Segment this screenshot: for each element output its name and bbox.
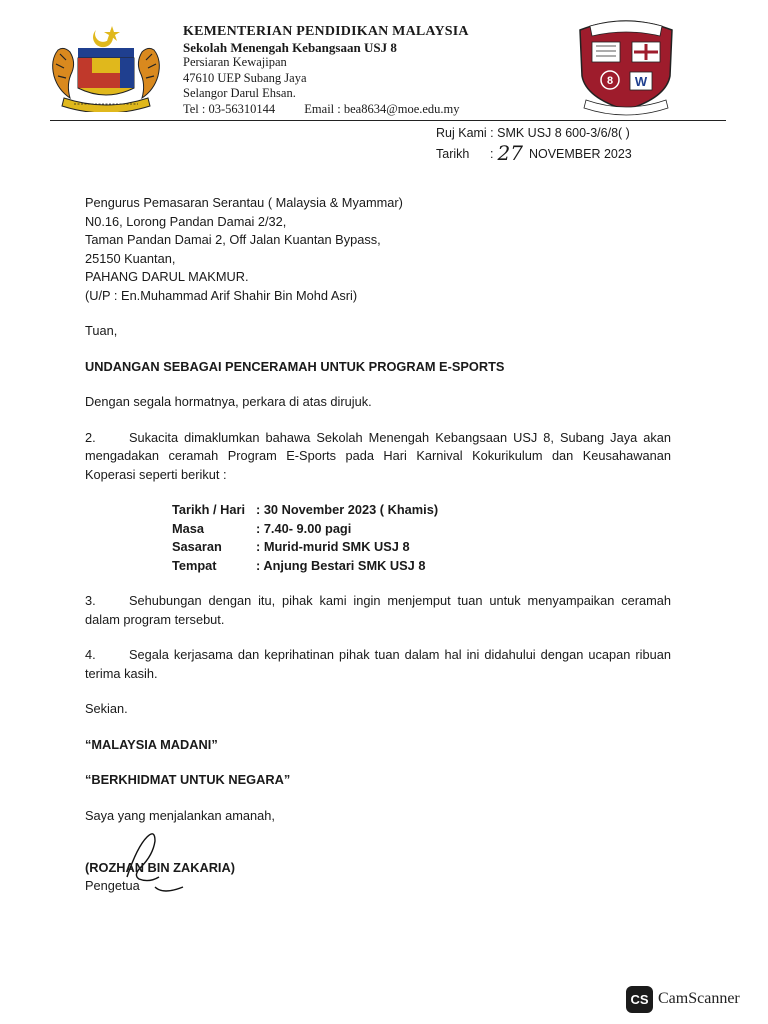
svg-text:W: W	[634, 74, 648, 89]
detail-row	[172, 538, 671, 557]
date-separator: :	[490, 147, 494, 161]
detail-row	[172, 557, 671, 576]
detail-value: : 30 November 2023 ( Khamis)	[256, 502, 439, 517]
paragraph-text: Sukacita dimaklumkan bahawa Sekolah Menengah Kebangsaan USJ 8, Subang Jaya akan mengadakan ceramah Program E-Sports pada Hari Karnival Kokurikulum dan Keusahawanan Koperasi seperti berikut :	[85, 429, 671, 482]
detail-value: : Anjung Bestari SMK USJ 8	[256, 557, 426, 573]
paragraph-text: Sehubungan dengan itu, pihak kami ingin menjemput tuan untuk menyampaikan ceramah dalam program tersebut.	[85, 593, 671, 627]
letter-body	[85, 194, 671, 895]
date-line	[436, 142, 632, 163]
signatory-name: (ROZHAN BIN ZAKARIA)	[85, 860, 235, 875]
recipient-line: N0.16, Lorong Pandan Damai 2/32,	[85, 213, 287, 229]
letter-subject: UNDANGAN SEBAGAI PENCERAMAH UNTUK PROGRAM E-SPORTS	[85, 358, 505, 374]
paragraph-4	[85, 646, 671, 683]
recipient-line: (U/P : En.Muhammad Arif Shahir Bin Mohd Asri)	[85, 287, 358, 303]
telephone: Tel : 03-56310144	[183, 101, 276, 116]
camscanner-watermark	[626, 986, 740, 1012]
reference-block	[436, 124, 632, 163]
badge-number: 8	[606, 75, 614, 87]
slogan-berkhidmat: “BERKHIDMAT UNTUK NEGARA”	[85, 772, 291, 787]
recipient-line: Taman Pandan Damai 2, Off Jalan Kuantan Bypass,	[85, 232, 381, 247]
closing-line: Sekian.	[85, 701, 128, 716]
school-name: Sekolah Menengah Kebangsaan USJ 8	[183, 39, 397, 55]
paragraph-text: Segala kerjasama dan keprihatinan pihak tuan dalam hal ini didahului dengan ucapan ribuan terima kasih.	[85, 647, 671, 681]
detail-row	[172, 520, 671, 539]
detail-label: Tarikh / Hari	[172, 502, 246, 517]
salutation: Tuan,	[85, 323, 118, 338]
address-line: Selangor Darul Ehsan.	[183, 86, 296, 100]
signature-block	[85, 825, 671, 895]
paragraph-3	[85, 592, 671, 629]
paragraph-2	[85, 429, 671, 485]
date-label: Tarikh	[436, 147, 470, 161]
coat-of-arms-logo	[44, 20, 168, 112]
address-line: 47610 UEP Subang Jaya	[183, 70, 307, 85]
event-details	[172, 501, 671, 575]
school-badge-logo	[572, 16, 680, 116]
camscanner-logo-icon: CS	[626, 986, 653, 1013]
camscanner-text: CamScanner	[658, 990, 740, 1007]
detail-label: Tempat	[172, 557, 217, 573]
opening-line: Dengan segala hormatnya, perkara di atas dirujuk.	[85, 394, 372, 409]
recipient-line: 25150 Kuantan,	[85, 250, 176, 266]
reference-number: Ruj Kami : SMK USJ 8 600-3/6/8( )	[436, 126, 630, 140]
contact-line	[183, 102, 469, 118]
detail-value: : 7.40- 9.00 pagi	[256, 520, 352, 536]
letterhead-divider	[50, 120, 726, 121]
detail-row	[172, 501, 671, 520]
address-line: Persiaran Kewajipan	[183, 55, 287, 69]
date-month-year: NOVEMBER 2023	[528, 147, 632, 161]
slogan-malaysia-madani: “MALAYSIA MADANI”	[85, 736, 218, 752]
detail-value: : Murid-murid SMK USJ 8	[256, 539, 410, 554]
detail-label: Masa	[172, 520, 205, 536]
letterhead	[183, 24, 469, 117]
handwritten-day: 27	[497, 141, 523, 165]
paragraph-number: 4.	[85, 647, 96, 662]
ministry-name: KEMENTERIAN PENDIDIKAN MALAYSIA	[183, 24, 469, 39]
trust-line: Saya yang menjalankan amanah,	[85, 807, 275, 823]
detail-label: Sasaran	[172, 539, 222, 554]
email: Email : bea8634@moe.edu.my	[304, 101, 460, 116]
paragraph-number: 2.	[85, 429, 96, 445]
recipient-line: PAHANG DARUL MAKMUR.	[85, 269, 249, 284]
recipient-address	[85, 194, 671, 305]
paragraph-number: 3.	[85, 593, 96, 608]
recipient-line: Pengurus Pemasaran Serantau ( Malaysia & Myammar)	[85, 195, 403, 210]
signatory-title: Pengetua	[85, 878, 140, 893]
